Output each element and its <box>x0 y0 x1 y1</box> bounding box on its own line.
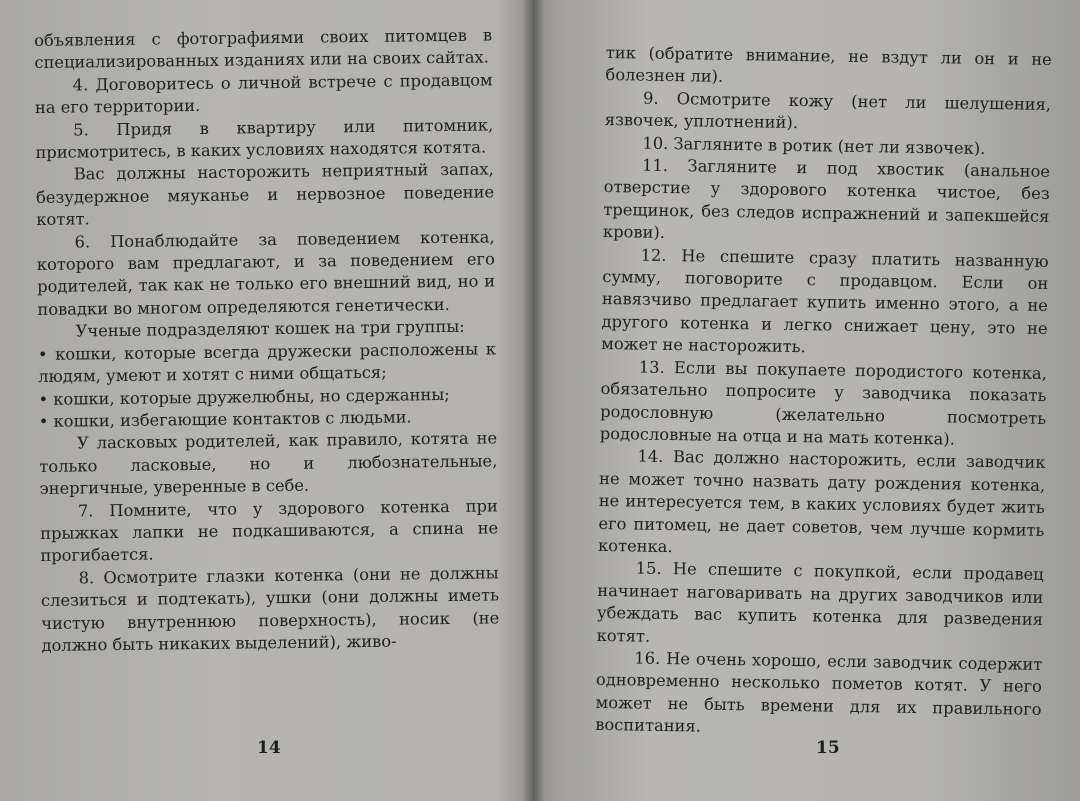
left-page-text <box>34 24 500 657</box>
paragraph: 13. Если вы покупаете породистого котенка, обязательно попросите у заводчика показать родословную (желательно посмотреть родословные на отца и на мать котенка). <box>599 357 1048 449</box>
paragraph: 9. Осмотрите кожу (нет ли шелушения, язвочек, уплотнений). <box>604 88 1052 133</box>
right-page-text <box>595 42 1052 744</box>
paragraph: 7. Помните, что у здорового котенка при прыжках лапки не подкашиваются, а спина не прогибается. <box>40 495 499 566</box>
bullet-item: • кошки, которые всегда дружески расположены к людям, умеют и хотят с ними общаться; <box>37 339 497 387</box>
paragraph: 11. Загляните и под хвостик (анальное отверстие у здорового котенка чистое, без трещинок, без следов испражнений и запекшейся крови). <box>602 155 1051 243</box>
paragraph: 12. Не спешите сразу платить названную сумму, поговорите с продавцом. Если он навязчиво предлагает купить именно этого, а не другого котенка и легко снижает цену, это не может не насторожить. <box>601 245 1049 357</box>
paragraph: 16. Не очень хорошо, если заводчик содержит одновременно несколько пометов котят. У него может не быть времени для их правильного воспитания. <box>595 648 1043 736</box>
bullet-item: • кошки, избегающие контактов с людьми. <box>38 407 412 431</box>
paragraph: тик (обратите внимание, не вздут ли он и не болезнен ли). <box>605 42 1052 87</box>
paragraph: Вас должны насторожить неприятный запах, безудержное мяуканье и нервозное поведение котят. <box>35 159 495 230</box>
page-number: 14 <box>257 738 281 758</box>
page-number: 15 <box>816 738 840 758</box>
paragraph: 8. Осмотрите глазки котенка (они не должны слезиться и подтекать), ушки (они должны иметь чистую внутреннюю поверхность), носик (не должно быть никаких выделений), живо- <box>40 563 500 655</box>
paragraph: объявления с фотографиями своих питомцев в специализированных изданиях или на своих сайтах. <box>34 25 493 73</box>
bullet-item: • кошки, которые дружелюбны, но сдержанны; <box>38 384 450 409</box>
paragraph: 14. Вас должно насторожить, если заводчик не может точно назвать дату рождения котенка, не интересуется тем, в каких условиях будет жить его питомец, не дает советов, чем лучше кормить котенка. <box>597 446 1046 557</box>
paragraph: 4. Договоритесь о личной встрече с продавцом на его территории. <box>34 70 493 118</box>
paragraph: 6. Понаблюдайте за поведением котенка, которого вам предлагают, и за поведением его родителей, так как не только его внешний вид, но и повадки во многом определяются генетически. <box>36 227 496 319</box>
paragraph: Ученые подразделяют кошек на три группы: <box>75 317 465 341</box>
left-page <box>0 0 528 801</box>
paragraph: 15. Не спешите с покупкой, если продавец начинает наговаривать на других заводчиков или убеждать вас купить котенка для разведения котят. <box>596 558 1044 646</box>
paragraph: 10. Загляните в ротик (нет ли язвочек). <box>642 133 986 158</box>
paragraph: 5. Придя в квартиру или питомник, присмотритесь, в каких условиях находятся котята. <box>35 115 494 163</box>
paragraph: У ласковых родителей, как правило, котята не только ласковые, но и любознательные, энергичные, уверенные в себе. <box>39 428 498 499</box>
right-page <box>540 0 1080 801</box>
